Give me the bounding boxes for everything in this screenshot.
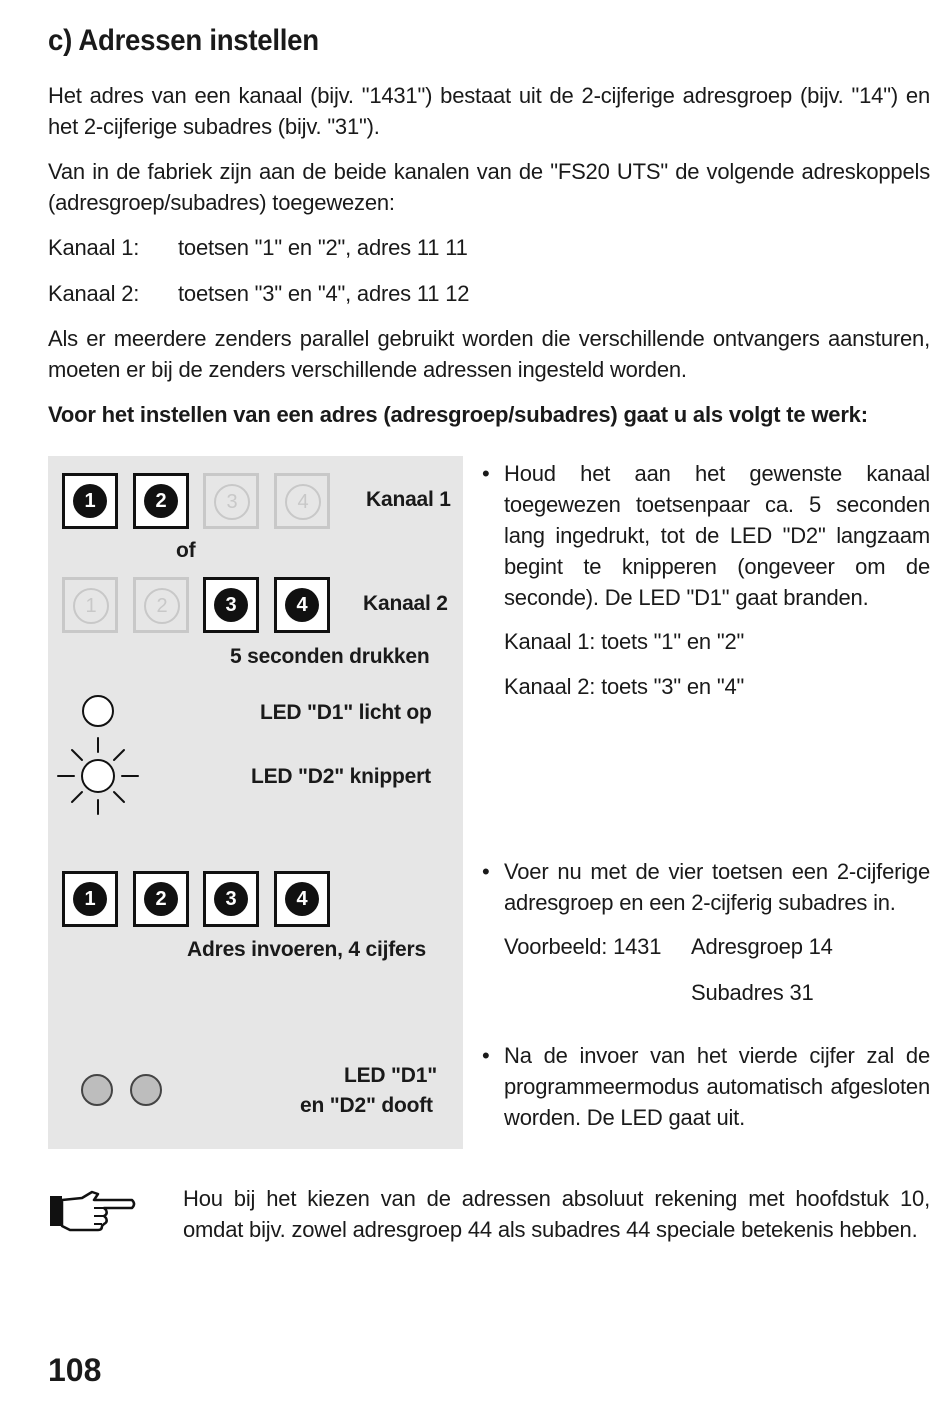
label-press-5-seconds: 5 seconden drukken (230, 645, 430, 668)
channel-value: toetsen "3" en "4", adres 11 12 (178, 281, 470, 306)
key-2-inactive-icon: 2 (133, 577, 189, 633)
step-3 (482, 1040, 930, 1133)
example-label: Voorbeeld: 1431 (504, 934, 662, 959)
label-kanaal-2: Kanaal 2 (363, 592, 448, 615)
step-2 (482, 856, 930, 918)
label-led-d1-on: LED "D1" licht op (260, 701, 432, 724)
key-2-icon: 2 (133, 871, 189, 927)
key-4-inactive-icon: 4 (274, 473, 330, 529)
section-heading: c) Adressen instellen (48, 24, 319, 57)
paragraph-factory-default: Van in de fabriek zijn aan de beide kanalen van de "FS20 UTS" de volgende adreskoppels (adresgroep/subadres) toegewezen: (48, 159, 930, 215)
illustration-panel (48, 456, 463, 1149)
key-3-icon: 3 (203, 871, 259, 927)
step-1-text: Houd het aan het gewenste kanaal toegewezen toetsenpaar ca. 5 seconden lang ingedrukt, tot de LED "D2" langzaam begint te knipperen (ongeveer om de seconde). De LED "D1" gaat branden. (504, 461, 930, 610)
label-enter-address: Adres invoeren, 4 cijfers (187, 938, 426, 961)
channel-label: Kanaal 2: (48, 281, 140, 306)
label-led-off-line2: en "D2" dooft (300, 1094, 433, 1117)
note-text: Hou bij het kiezen van de adressen absoluut rekening met hoofdstuk 10, omdat bijv. zowel adresgroep 44 als subadres 44 speciale betekenis hebben. (183, 1186, 930, 1242)
example-sub: Subadres 31 (691, 980, 814, 1005)
channel-label: Kanaal 1: (48, 235, 140, 260)
key-2-icon: 2 (133, 473, 189, 529)
label-led-off-line1: LED "D1" (344, 1064, 437, 1087)
label-led-d2-blinks: LED "D2" knippert (251, 765, 431, 788)
bullet: • (482, 1043, 490, 1068)
bullet: • (482, 859, 490, 884)
pointing-hand-icon (48, 1188, 136, 1234)
channel-row-2 (48, 278, 469, 309)
step-1 (482, 458, 930, 613)
bullet: • (482, 461, 490, 486)
step-2-text: Voer nu met de vier toetsen een 2-cijferige adresgroep en een 2-cijferig subadres in. (504, 859, 930, 915)
page-number: 108 (48, 1352, 102, 1388)
label-kanaal-1: Kanaal 1 (366, 488, 451, 511)
label-of: of (176, 539, 196, 562)
paragraph-address-structure: Het adres van een kanaal (bijv. "1431") bestaat uit de 2-cijferige adresgroep (bijv. "14") en het 2-cijferige subadres (bijv. "31"). (48, 83, 930, 139)
led-off-icon (130, 1074, 162, 1106)
key-3-inactive-icon: 3 (203, 473, 259, 529)
paragraph-multiple-senders: Als er meerdere zenders parallel gebruikt worden die verschillende ontvangers aansturen, moeten er bij de zenders verschillende adressen ingesteld worden. (48, 326, 930, 382)
step-3-text: Na de invoer van het vierde cijfer zal de programmeermodus automatisch afgesloten worden. De LED gaat uit. (504, 1043, 930, 1130)
channel-row-1 (48, 232, 468, 263)
key-4-icon: 4 (274, 871, 330, 927)
example-group: Adresgroep 14 (691, 934, 833, 959)
key-3-icon: 3 (203, 577, 259, 633)
key-1-icon: 1 (62, 473, 118, 529)
paragraph-procedure-intro: Voor het instellen van een adres (adresgroep/subadres) gaat u als volgt te werk: (48, 402, 868, 427)
led-blinking-icon (56, 732, 140, 816)
step-1-kanaal-2: Kanaal 2: toets "3" en "4" (504, 674, 745, 699)
step-1-kanaal-1: Kanaal 1: toets "1" en "2" (504, 629, 745, 654)
led-off-icon (81, 1074, 113, 1106)
key-4-icon: 4 (274, 577, 330, 633)
led-on-icon (82, 695, 114, 727)
channel-value: toetsen "1" en "2", adres 11 11 (178, 235, 468, 260)
key-1-inactive-icon: 1 (62, 577, 118, 633)
key-1-icon: 1 (62, 871, 118, 927)
